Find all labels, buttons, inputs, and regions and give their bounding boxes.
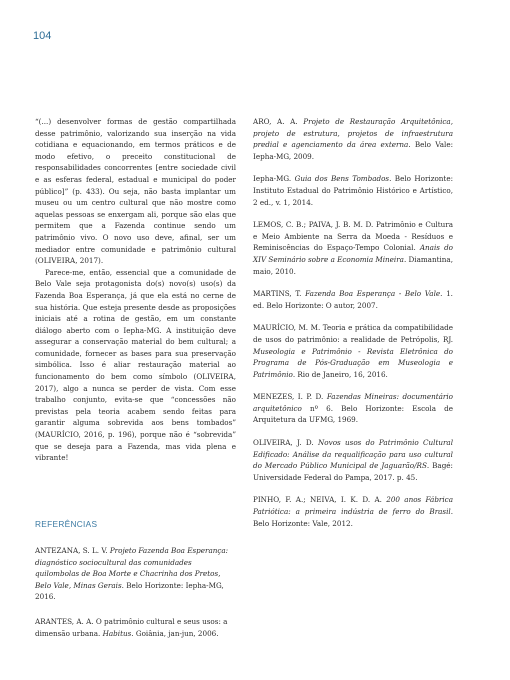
reference-entry: Iepha-MG. Guia dos Bens Tombados. Belo Horizonte: Instituto Estadual do Patrimônio Histórico e Artístico, 2 ed., v. 1, 2014. (253, 174, 454, 207)
reference-entry: LEMOS, C. B.; PAIVA, J. B. M. D. Patrimônio e Cultura e Meio Ambiente na Serra da Moeda - Resíduos e Reminiscências do Espaço-Tempo Colonial. Anais do XIV Seminário sobre a Economia Mineira. Diamantina, maio, 2010. (253, 220, 454, 276)
page-number: 104 (33, 30, 52, 42)
reference-entry: PINHO, F. A.; NEIVA, I. K. D. A. 200 anos Fábrica Patriótica: a primeira indústria de ferro do Brasil. Belo Horizonte: Vale, 2012. (253, 495, 453, 528)
reference-entry: ARO, A. A. Projeto de Restauração Arquitetônica, projeto de estrutura, projetos de infraestrutura predial e agenciamento da área externa. Belo Vale: Iepha-MG, 2009. (253, 117, 454, 161)
references-right-column (253, 116, 453, 540)
references-heading: REFERÊNCIAS (35, 519, 98, 529)
reference-entry: MENEZES, I. P. D. Fazendas Mineiras: documentário arquitetônico nº 6. Belo Horizonte: Escola de Arquitetura da UFMG, 1969. (253, 392, 453, 425)
body-text-column (35, 116, 236, 464)
reference-entry: MAURÍCIO, M. M. Teoria e prática da compatibilidade de usos do patrimônio: a realidade de Petrópolis, RJ. Museologia e Patrimônio - Revista Eletrônica do Programa de Pós-Graduação em Museologia e Patrimônio. Rio de Janeiro, 16, 2016. (253, 323, 453, 379)
body-paragraph: Parece-me, então, essencial que a comunidade de Belo Vale seja protagonista do(s) novo(s) uso(s) da Fazenda Boa Esperança, já que ela está no cerne de sua história. Que esteja presente desde as proposições iniciais até a rotina de gestão, em um constante diálogo aberto com o Iepha-MG. A instituição deve assegurar a conservação material do bem cultural; a comunidade, fornecer as bases para sua preservação simbólica. Isso é aliar restauração material ao funcionamento do bem como símbolo (OLIVEIRA, 2017), algo a nunca se perder de vista. Com esse trabalho conjunto, evita-se que “concessões não previstas pela teoria acabem sendo feitas para garantir alguma sobrevida aos bens tombados” (MAURÍCIO, 2016, p. 196), porque não é “sobrevida” que se deseja para a Fazenda, mas vida plena e vibrante! (35, 267, 236, 463)
reference-entry: ARANTES, A. A. O patrimônio cultural e seus usos: a dimensão urbana. Habitus. Goiânia, jan-jun, 2006. (35, 616, 228, 638)
body-paragraph: “(...) desenvolver formas de gestão compartilhada desse patrimônio, valorizando sua inserção na vida cotidiana e equacionando, em termos práticos e de modo efetivo, o preceito constitucional de responsabilidades concorrentes [entre sociedade civil e as esferas federal, estadual e municipal do poder público]” (p. 433). Ou seja, não basta implantar um museu ou um centro cultural que não mostre como aquelas pessoas se enxergam ali, porque são elas que permitem que a Fazenda continue sendo um patrimônio vivo. O novo uso deve, afinal, ser um mediador entre comunidade e patrimônio cultural (OLIVEIRA, 2017). (35, 117, 236, 266)
reference-entry: ANTEZANA, S. L. V. Projeto Fazenda Boa Esperança: diagnóstico sociocultural das comunidades quilombolas de Boa Morte e Chacrinha dos Pretos, Belo Vale, Minas Gerais. Belo Horizonte: Iepha-MG, 2016. (35, 546, 229, 602)
reference-entry: MARTINS, T. Fazenda Boa Esperança - Belo Vale. 1. ed. Belo Horizonte: O autor, 2007. (253, 289, 453, 310)
references-left-column (35, 545, 236, 652)
reference-entry: OLIVEIRA, J. D. Novos usos do Patrimônio Cultural Edificado: Análise da requalificação para uso cultural do Mercado Público Municipal de Jaguarão/RS. Bagé: Universidade Federal do Pampa, 2017. p. 45. (253, 438, 453, 482)
